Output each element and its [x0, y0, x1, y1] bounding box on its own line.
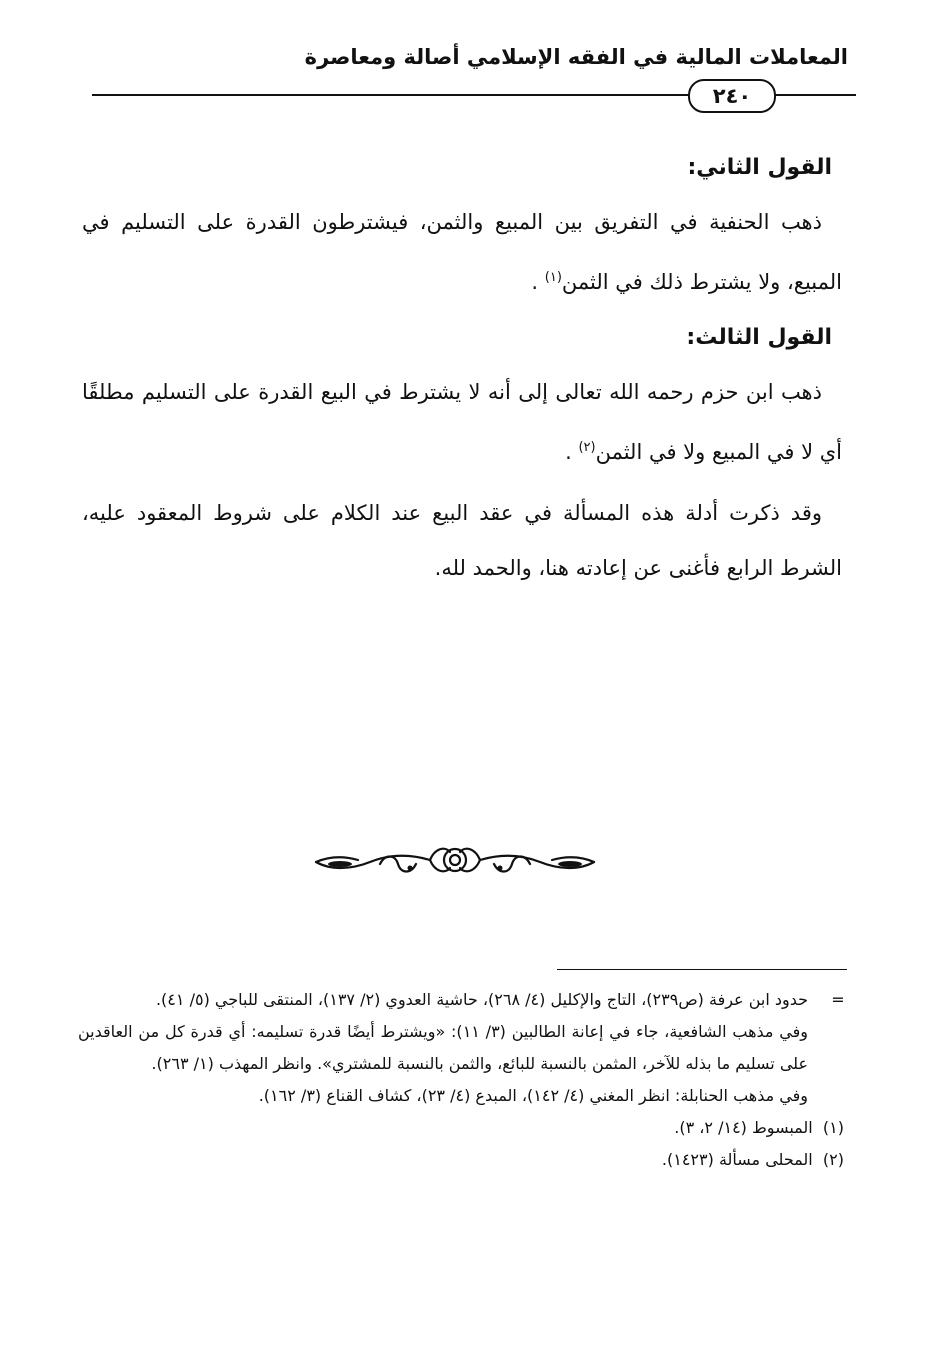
footnote-ref-2[interactable]: (٢) [578, 440, 596, 455]
paragraph-text: ذهب الحنفية في التفريق بين المبيع والثمن، فيشترطون القدرة على التسليم في المبيع، ولا يشترط ذلك في الثمن [82, 210, 842, 294]
footnote-hanbali: وفي مذهب الحنابلة: انظر المغني (٤/ ١٤٢)، المبدع (٤/ ٢٣)، كشاف القناع (٣/ ١٦٢). [258, 1086, 808, 1105]
paragraph-second-opinion [82, 195, 842, 310]
paragraph-text: ذهب ابن حزم رحمه الله تعالى إلى أنه لا يشترط في البيع القدرة على التسليم مطلقًا أي لا في المبيع ولا في الثمن [82, 380, 842, 464]
footnote-text: المحلى مسألة (١٤٢٣). [661, 1150, 813, 1169]
continuation-mark: = [831, 990, 845, 1009]
section-heading-second-opinion: القول الثاني: [687, 155, 832, 180]
footnote-ref-1[interactable]: (١) [544, 270, 562, 285]
sentence-end: . [565, 440, 572, 464]
running-title: المعاملات المالية في الفقه الإسلامي أصالة ومعاصرة [304, 45, 848, 69]
ornament-divider-icon [310, 840, 600, 880]
closing-paragraph: وقد ذكرت أدلة هذه المسألة في عقد البيع عند الكلام على شروط المعقود عليه، الشرط الرابع فأغنى عن إعادته هنا، والحمد لله. [82, 501, 842, 580]
footnote-continuation [78, 984, 848, 1016]
sentence-end: . [531, 270, 539, 294]
page-number: ٢٤٠ [688, 79, 776, 113]
footnote-separator [557, 969, 847, 970]
footnote-1 [78, 1112, 848, 1144]
footnote-text: المبسوط (١٤/ ٢، ٣). [674, 1118, 813, 1137]
footnote-text: حدود ابن عرفة (ص٢٣٩)، التاج والإكليل (٤/ ٢٦٨)، حاشية العدوي (٢/ ١٣٧)، المنتقى للباجي (٥/ ٤١). [155, 990, 808, 1009]
paragraph-third-opinion [82, 365, 842, 480]
footnote-number: (٢) [822, 1150, 844, 1169]
footnote-2 [78, 1144, 848, 1176]
footnote-shafii: وفي مذهب الشافعية، جاء في إعانة الطالبين (٣/ ١١): «ويشترط أيضًا قدرة تسليمه: أي قدرة كل من العاقدين على تسليم ما بذله للآخر، المثمن بالنسبة للبائع، والثمن بالنسبة للمشتري». وانظر المهذب (١/ ٢٦٣). [78, 1022, 809, 1073]
section-heading-third-opinion: القول الثالث: [686, 325, 832, 350]
main-text [82, 140, 842, 596]
footnotes [78, 984, 848, 1176]
footnote-number: (١) [822, 1118, 844, 1137]
